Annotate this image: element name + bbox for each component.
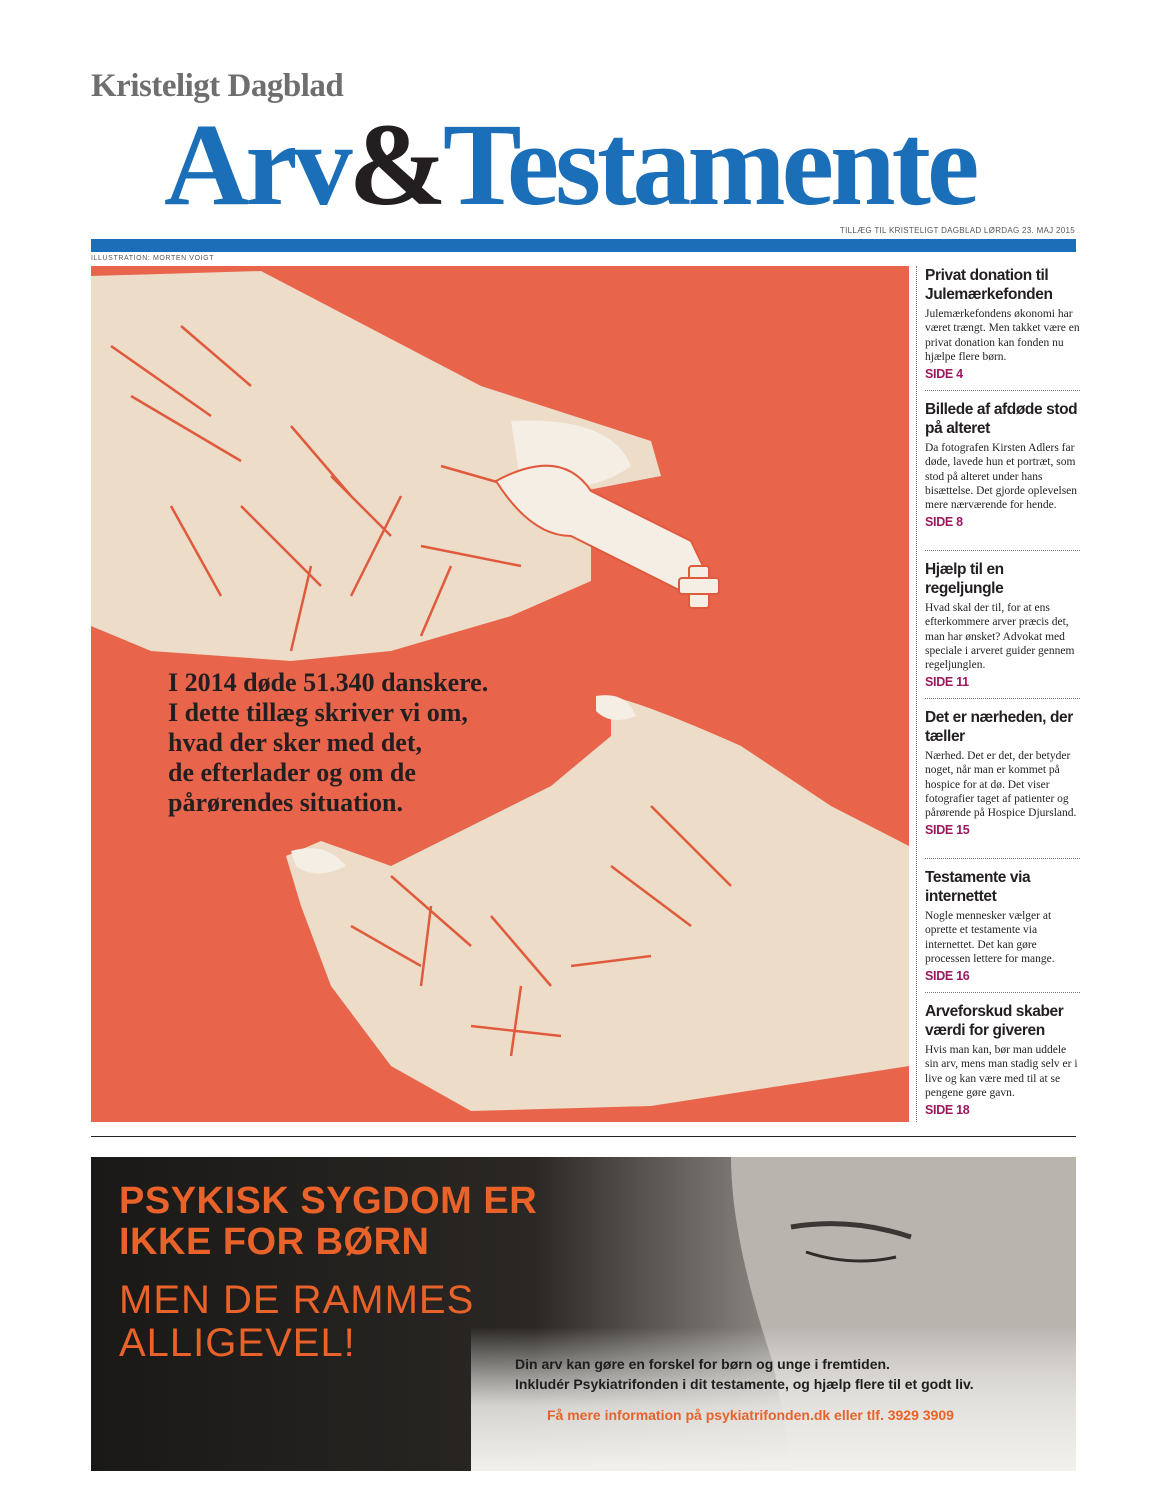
- toc-item-title: Billede af afdøde stod på alteret: [925, 401, 1078, 437]
- toc-item-page[interactable]: SIDE 8: [925, 515, 963, 530]
- toc-item-title: Testamente via internettet: [925, 869, 1031, 905]
- lead-line: hvad der sker med det,: [168, 728, 422, 757]
- toc-divider: [925, 390, 1080, 391]
- table-of-contents: [916, 266, 1082, 1122]
- ad-subheadline-line: MEN DE RAMMES: [119, 1278, 475, 1322]
- ad-headline: [119, 1181, 537, 1263]
- toc-item[interactable]: [925, 266, 1080, 381]
- illustration-credit: ILLUSTRATION: MORTEN VOIGT: [91, 255, 215, 262]
- toc-item-page[interactable]: SIDE 15: [925, 823, 970, 838]
- toc-divider: [925, 992, 1080, 993]
- toc-item[interactable]: [925, 400, 1080, 529]
- title-testamente: Testamente: [442, 99, 976, 230]
- lead-line: de efterlader og om de: [168, 758, 416, 787]
- ad-subheadline: [119, 1279, 474, 1365]
- ad-headline-line: PSYKISK SYGDOM ER: [119, 1180, 538, 1222]
- toc-item-page[interactable]: SIDE 4: [925, 367, 963, 382]
- publication-name: Kristeligt Dagblad: [91, 68, 344, 104]
- toc-item-text: Nogle mennesker vælger at oprette et testamente via internettet. Det kan gøre processen lettere for mange.: [925, 910, 1055, 965]
- toc-item-page[interactable]: SIDE 16: [925, 969, 970, 984]
- lead-text: [168, 668, 588, 818]
- lead-line: I dette tillæg skriver vi om,: [168, 698, 468, 727]
- toc-item[interactable]: [925, 560, 1080, 689]
- psykiatrifonden-ad[interactable]: [91, 1157, 1076, 1471]
- toc-item-text: Da fotografen Kirsten Adlers far døde, lavede hun et portræt, som stod på alteret under hans bisættelse. Det gjorde oplevelsen mere nærværende for hende.: [925, 442, 1078, 512]
- lead-line: I 2014 døde 51.340 danskere.: [168, 668, 489, 697]
- toc-item-title: Hjælp til en regeljungle: [925, 561, 1004, 597]
- toc-item-text: Nærhed. Det er det, der betyder noget, når man er kommet på hospice for at dø. Det viser fotografier taget af patienter og pårørende på Hospice Djursland.: [925, 750, 1077, 820]
- header-divider-bar: [91, 239, 1076, 252]
- toc-item-title: Det er nærheden, der tæller: [925, 709, 1073, 745]
- page-rule: [91, 1136, 1076, 1137]
- dateline: TILLÆG TIL KRISTELIGT DAGBLAD LØRDAG 23. MAJ 2015: [839, 226, 1075, 235]
- title-ampersand: &: [348, 99, 443, 230]
- title-arv: Arv: [164, 99, 349, 230]
- ad-body-text: [515, 1354, 974, 1394]
- toc-item[interactable]: [925, 868, 1080, 983]
- ad-body-line: Inkludér Psykiatrifonden i dit testamente, og hjælp flere til et godt liv.: [515, 1376, 974, 1392]
- toc-item-title: Arveforskud skaber værdi for giveren: [925, 1003, 1064, 1039]
- lead-line: pårørendes situation.: [168, 788, 403, 817]
- toc-item-title: Privat donation til Julemærkefonden: [925, 267, 1053, 303]
- toc-item-page[interactable]: SIDE 11: [925, 675, 969, 690]
- toc-item-text: Hvad skal der til, for at ens efterkommere arver præcis det, man har ønsket? Advokat med speciale i arveret guider gennem regeljunglen.: [925, 602, 1075, 672]
- ad-headline-line: IKKE FOR BØRN: [119, 1221, 430, 1263]
- toc-item-text: Julemærkefondens økonomi har været trængt. Men takket være en privat donation kan fonden nu hjælpe flere børn.: [925, 308, 1080, 363]
- section-title: [164, 100, 975, 230]
- ad-contact-link[interactable]: Få mere information på psykiatrifonden.dk eller tlf. 3929 3909: [547, 1407, 954, 1423]
- ad-subheadline-line: ALLIGEVEL!: [119, 1321, 356, 1365]
- toc-item-page[interactable]: SIDE 18: [925, 1103, 970, 1118]
- toc-item[interactable]: [925, 1002, 1080, 1117]
- toc-item[interactable]: [925, 708, 1080, 837]
- toc-divider: [925, 858, 1080, 859]
- ad-body-line: Din arv kan gøre en forskel for børn og unge i fremtiden.: [515, 1356, 890, 1372]
- toc-divider: [925, 698, 1080, 699]
- toc-divider: [925, 550, 1080, 551]
- toc-item-text: Hvis man kan, bør man uddele sin arv, mens man stadig selv er i live og kan være med til at se pengene gøre gavn.: [925, 1044, 1078, 1099]
